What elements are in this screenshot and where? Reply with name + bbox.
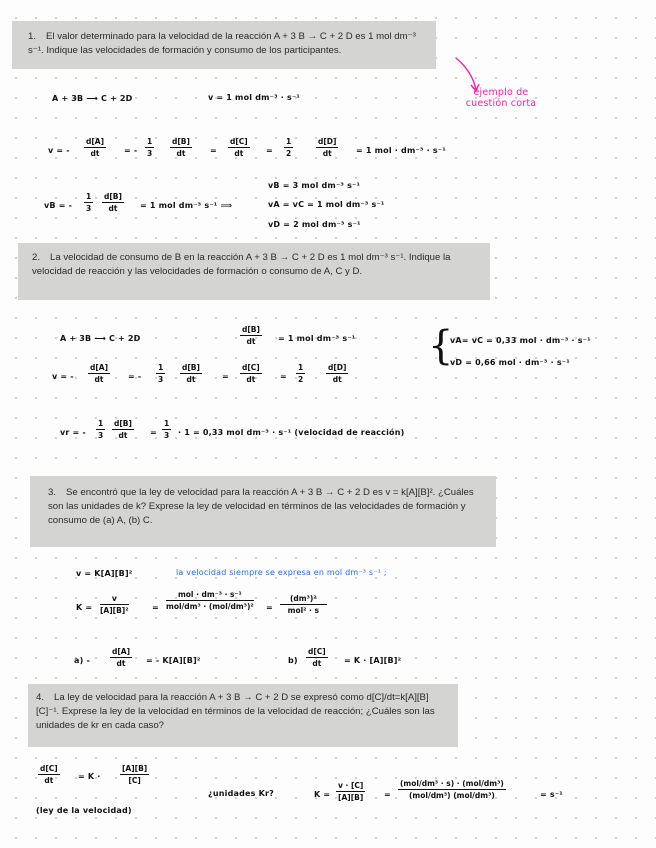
s1-rate-eq-label: v = - [48,146,70,155]
s2-given-rate: = 1 mol dm⁻³ s⁻¹ [278,334,356,343]
s2-result-vd: vD = 0,66 mol · dm⁻³ · s⁻¹ [450,358,570,367]
s4-units-question: ¿unidades Kr? [208,789,274,798]
s4-units-frac: (mol/dm³ · s) · (mol/dm³) (mol/dm³) (mol/dm³) [400,779,504,800]
s2-vr-label: vr = - [60,428,86,437]
s2-brace: { [428,323,454,369]
s1-coef-12: $\frac{1}{2}$ [286,137,292,158]
s2-frac-a: $\frac{d[A]}{dt}$ [90,363,109,384]
s4-result: = s⁻¹ [540,790,563,799]
s3-a-label: a) - [74,656,90,665]
question-1-number: 1. [28,31,37,42]
s4-k-frac: $\frac{v \cdot [C]}{[A][B]}$ [338,781,364,802]
s1-frac-c: $\frac{d[C]}{dt}$ [230,137,248,158]
s1-frac-b: $\frac{d[B]}{dt}$ [172,137,190,158]
s3-b-result: = K · [A][B]² [344,656,402,665]
s1-result-vd: vD = 2 mol dm⁻³ s⁻¹ [268,220,361,229]
s2-coef-13: $\frac{1}{3}$ [158,363,164,384]
s2-eq1: = - [128,372,142,381]
s1-eq2: = [210,146,217,155]
s4-k-label: K = [314,790,331,799]
s3-eq2: = [266,603,273,612]
s3-units2-frac: (dm³)² mol² · s [280,594,327,615]
short-question-note: ejemplo de cuestión corta [465,87,537,109]
s1-frac-d: $\frac{d[D]}{dt}$ [318,137,337,158]
s3-eq1: = [152,603,159,612]
s2-eq3: = [280,372,287,381]
s2-vr-result: · 1 = 0,33 mol dm⁻³ · s⁻¹ (velocidad de reacción) [178,428,405,437]
s1-vb-frac: $\frac{d[B]}{dt}$ [104,192,122,213]
s3-b-frac: $\frac{d[C]}{dt}$ [308,647,326,668]
s3-k-frac: $\frac{v}{\text{[A][B]²}}$ [100,594,129,615]
s2-eq2: = [222,372,229,381]
s2-frac-c: $\frac{d[C]}{dt}$ [242,363,260,384]
s4-eq: = K · [78,772,101,781]
question-3-text: Se encontró que la ley de velocidad para la reacción A + 3 B → C + 2 D es v = k[A][B]². ¿Cuáles son las unidades de k? Exprese la ley de velocidad en términos de las velocidades de formación y consumo de (a) A, (b) C. [48,487,474,526]
s1-given-rate: v = 1 mol dm⁻³ · s⁻¹ [208,93,301,102]
s3-blue-note: la velocidad siempre se expresa en mol dm⁻³ s⁻¹ ; [176,568,387,577]
question-1-text: El valor determinado para la velocidad de la reacción A + 3 B → C + 2 D es 1 mol dm⁻³ s⁻¹. Indique las velocidades de formación y consumo de los participantes. [28,31,416,56]
s1-frac-a: $\frac{d[A]}{dt}$ [86,137,105,158]
s3-rate-law: v = K[A][B]² [76,569,133,578]
s2-frac-d: $\frac{d[D]}{dt}$ [328,363,347,384]
question-2-text: La velocidad de consumo de B en la reacción A + 3 B → C + 2 D es 1 mol dm⁻³ s⁻¹. Indique la velocidad de reacción y las velocidades de formación o consumo de A, C y D. [32,252,451,277]
s3-b-label: b) [288,656,298,665]
s1-result: = 1 mol · dm⁻³ · s⁻¹ [356,146,446,155]
s1-reaction: A + 3B ⟶ C + 2D [52,94,133,103]
s3-a-result: = - K[A][B]² [146,656,201,665]
s3-a-frac: $\frac{d[A]}{dt}$ [112,647,131,668]
s3-k-label: K = [76,603,93,612]
s2-frac-b: $\frac{d[B]}{dt}$ [182,363,200,384]
s1-result-va-vc: vA = vC = 1 mol dm⁻³ s⁻¹ [268,200,385,209]
s1-vb-coef: $\frac{1}{3}$ [86,192,92,213]
s2-rate-eq-label: v = - [52,372,74,381]
s1-vb-result: = 1 mol dm⁻³ s⁻¹ ⟹ [140,201,233,210]
s1-vb-label: vB = - [44,201,73,210]
s3-units-frac: mol · dm⁻³ · s⁻¹ mol/dm³ · (mol/dm³)² [166,590,254,611]
question-4-number: 4. [36,692,45,703]
s1-eq3: = [266,146,273,155]
s1-eq1: = - [124,146,138,155]
s2-coef-12: $\frac{1}{2}$ [298,363,304,384]
s4-frac-c: $\frac{d[C]}{dt}$ [40,764,58,785]
s4-rate-law-caption: (ley de la velocidad) [36,806,132,815]
s2-result-va-vc: vA= vC = 0,33 mol · dm⁻³ · s⁻¹ [450,336,591,345]
question-3-number: 3. [48,487,57,498]
s2-vr-coef2: $\frac{1}{3}$ [164,419,170,440]
question-4-text: La ley de velocidad para la reacción A + 3 B → C + 2 D se expresó como d[C]/dt=k[A][B][C]⁻¹. Exprese la ley de la velocidad en términos de la velocidad de reacción; ¿Cuáles son las unidades de kr en cada caso? [36,692,435,731]
s2-given-frac: $\frac{d[B]}{dt}$ [242,325,260,346]
s2-vr-eq: = [150,428,157,437]
s2-vr-frac: $\frac{d[B]}{dt}$ [114,419,132,440]
s1-result-vb: vB = 3 mol dm⁻³ s⁻¹ [268,181,361,190]
s4-frac-abc: $\frac{[A][B]}{[C]}$ [122,764,148,785]
s2-vr-coef: $\frac{1}{3}$ [98,419,104,440]
s4-eq2: = [384,790,391,799]
s1-coef-13: $\frac{1}{3}$ [147,137,153,158]
question-2-number: 2. [32,252,41,263]
s2-reaction: A + 3B ⟶ C + 2D [60,334,141,343]
